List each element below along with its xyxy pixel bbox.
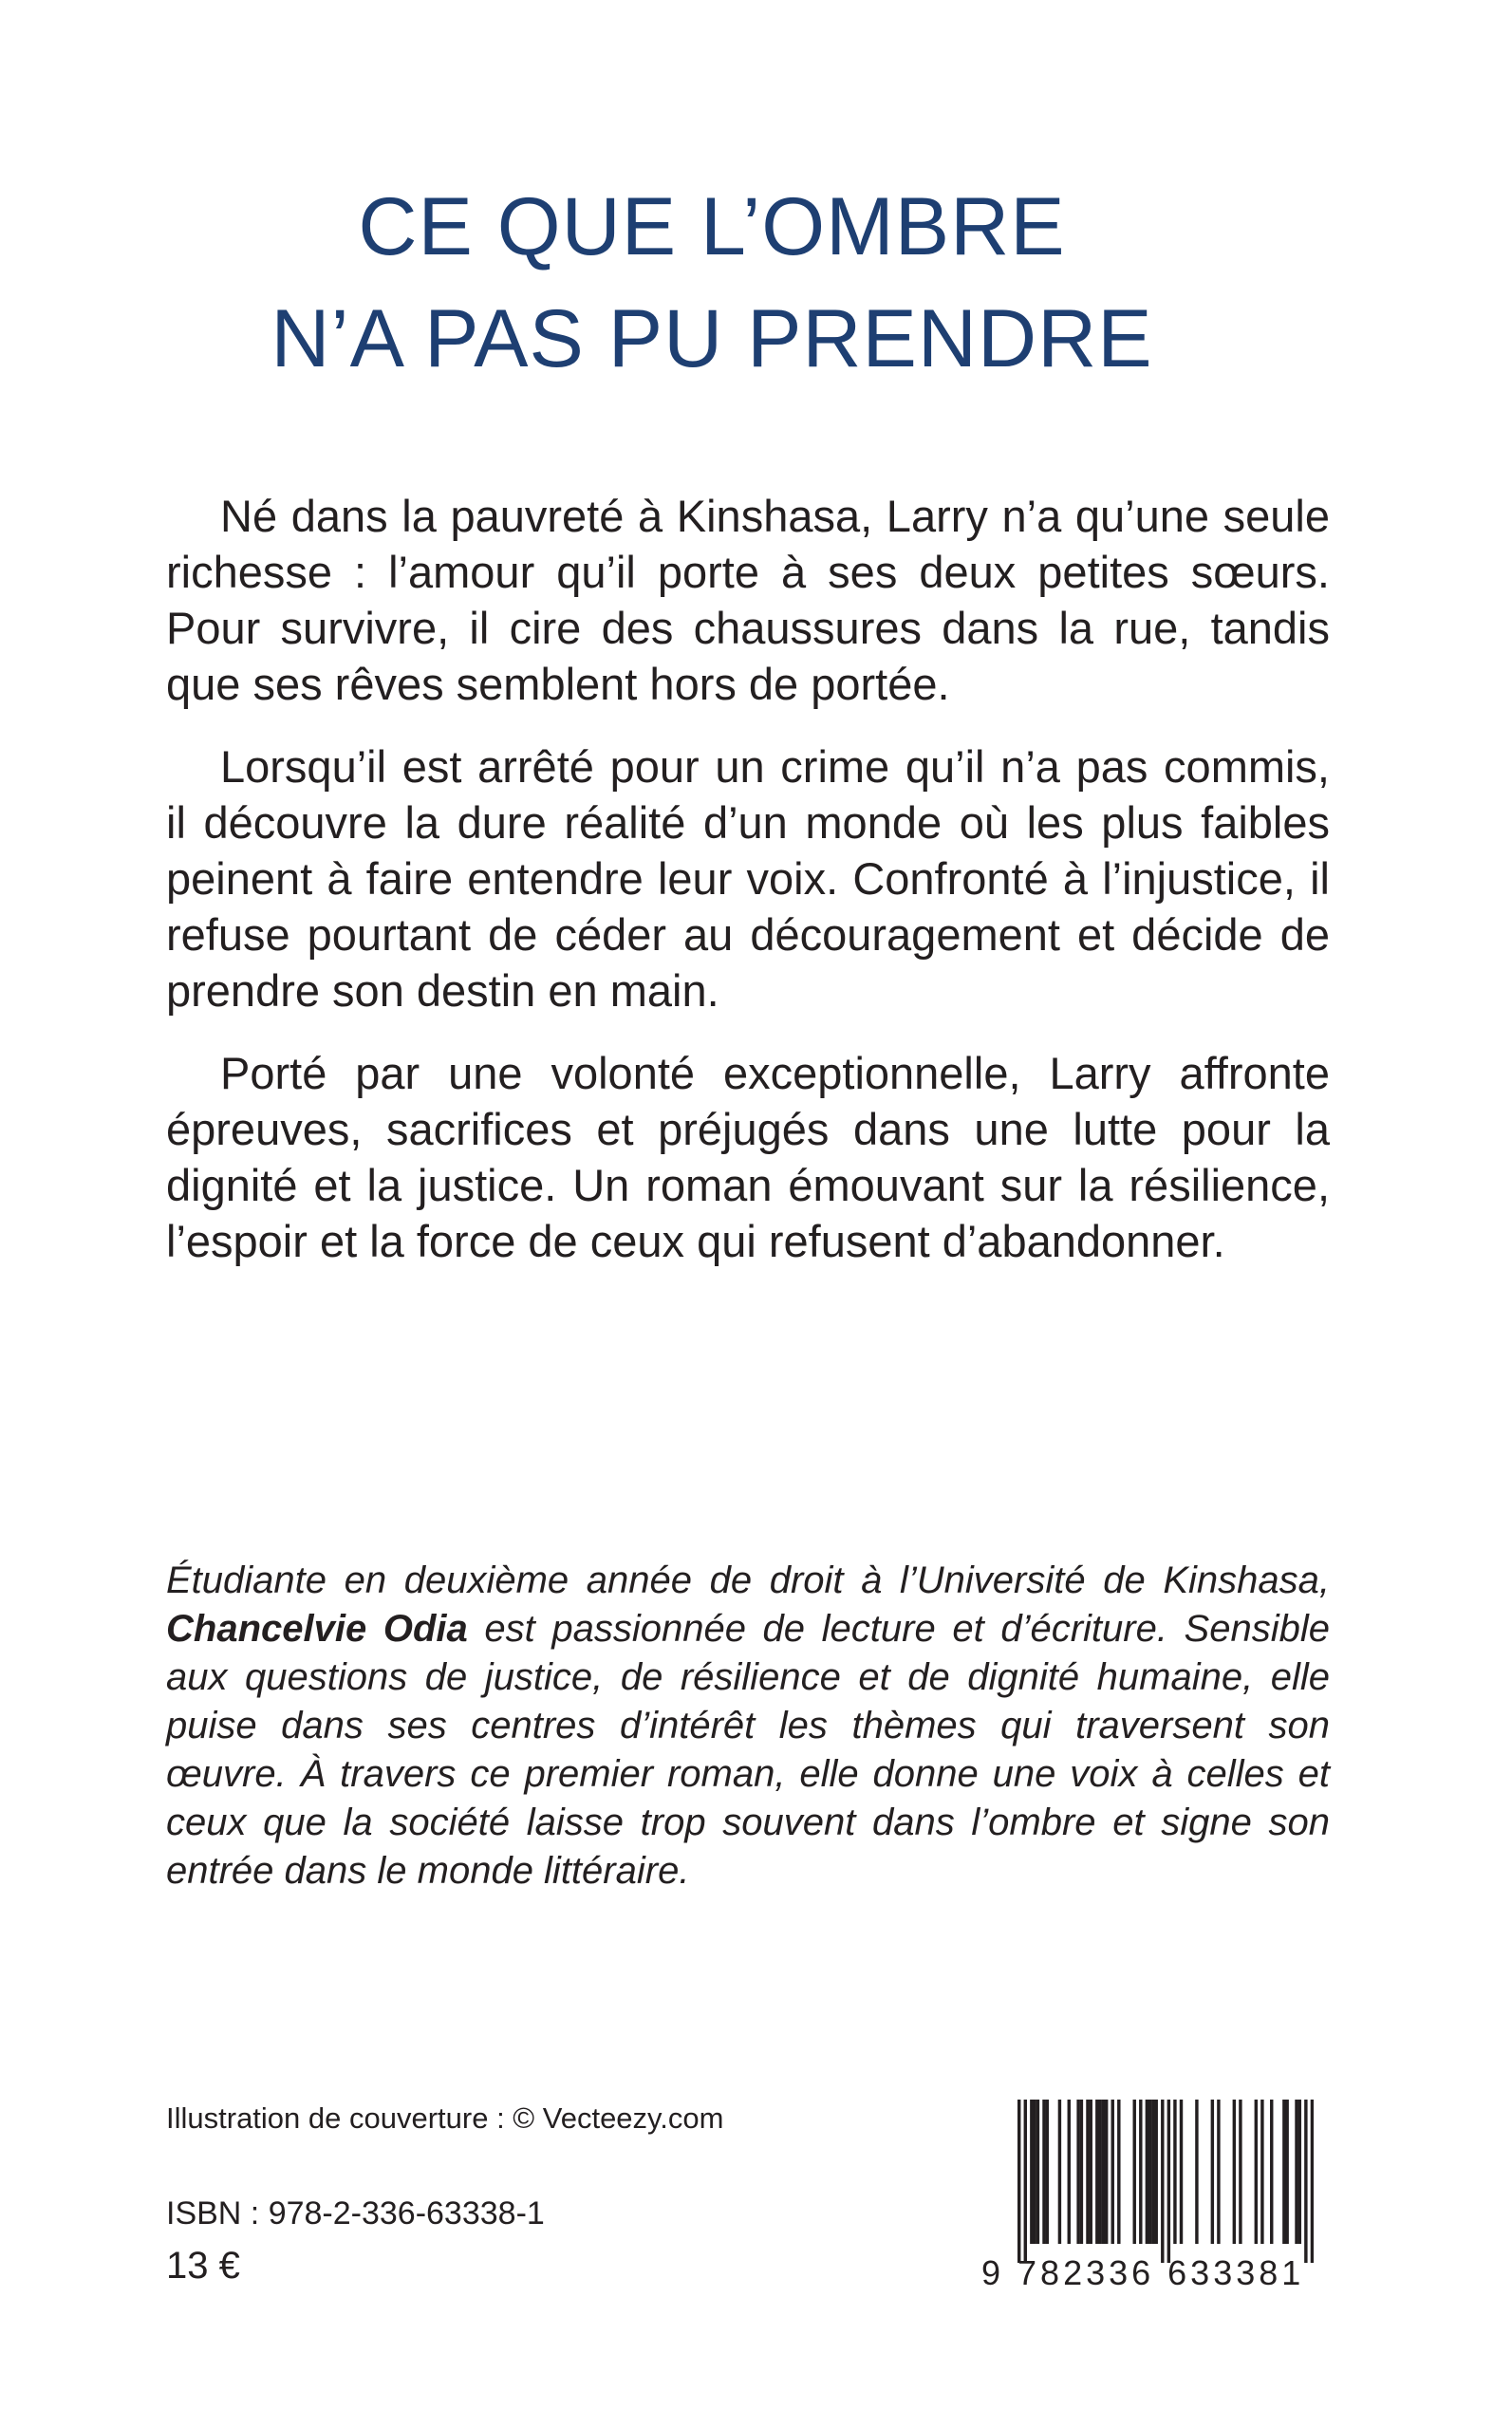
barcode-bar	[1239, 2100, 1241, 2244]
barcode-bar	[1117, 2100, 1120, 2244]
barcode-bar	[1036, 2100, 1039, 2244]
barcode-bar	[1076, 2100, 1079, 2244]
barcode-bar	[1030, 2100, 1033, 2244]
barcode-bar	[1282, 2100, 1285, 2244]
barcode-bar	[1148, 2100, 1151, 2244]
barcode-bar	[1260, 2100, 1263, 2244]
book-title	[0, 171, 1424, 395]
author-bio-intro: Étudiante en deuxième année de droit à l’Université de Kinshasa,	[166, 1559, 1330, 1601]
book-blurb	[166, 488, 1330, 1296]
barcode-bar	[1080, 2100, 1083, 2244]
isbn-number: ISBN : 978-2-336-63338-1	[166, 2195, 545, 2232]
author-name: Chancelvie Odia	[166, 1608, 468, 1650]
author-bio	[166, 1557, 1330, 1895]
barcode-bar	[1095, 2100, 1098, 2244]
barcode-bar	[1139, 2100, 1142, 2244]
barcode-bar	[1155, 2100, 1158, 2244]
barcode-bar	[1046, 2100, 1049, 2244]
barcode-bar	[1270, 2100, 1273, 2244]
blurb-paragraph-1: Né dans la pauvreté à Kinshasa, Larry n’a qu’une seule richesse : l’amour qu’il porte à ses deux petites sœurs. Pour survivre, il cire des chaussures dans la rue, tandis que ses rêves semblent hors de portée.	[166, 491, 1330, 709]
barcode-bar	[1211, 2100, 1214, 2244]
barcode-digits: 9 782336 633381	[981, 2253, 1305, 2292]
barcode-bar	[1042, 2100, 1045, 2244]
illustration-credit: Illustration de couverture : © Vecteezy.com	[166, 2101, 724, 2135]
barcode-bar	[1068, 2100, 1071, 2244]
blurb-paragraph-2: Lorsqu’il est arrêté pour un crime qu’il n’a pas commis, il découvre la dure réalité d’un monde où les plus faibles peinent à faire entendre leur voix. Confronté à l’injustice, il refuse pourtant de céder au découragement et décide de prendre son destin en main.	[166, 741, 1330, 1016]
barcode-bar	[1285, 2100, 1288, 2244]
barcode-bar	[1102, 2100, 1105, 2244]
barcode-bar	[1146, 2100, 1148, 2244]
barcode-bar	[1298, 2100, 1301, 2244]
barcode-bar	[1304, 2100, 1307, 2263]
barcode-bar	[1017, 2100, 1020, 2263]
barcode-bar	[1090, 2100, 1092, 2244]
barcode-bar	[1195, 2100, 1198, 2244]
barcode-bar	[1255, 2100, 1258, 2244]
blurb-paragraph-3: Porté par une volonté exceptionnelle, Larry affronte épreuves, sacrifices et préjugés dans une lutte pour la dignité et la justice. Un roman émouvant sur la résilience, l’espoir et la force de ceux qui refusent d’abandonner.	[166, 1048, 1330, 1266]
book-title-line-2: N’A PAS PU PRENDRE	[271, 293, 1153, 384]
barcode-bar	[1295, 2100, 1297, 2244]
barcode-bar	[1024, 2100, 1027, 2263]
author-bio-rest: est passionnée de lecture et d’écriture. Sensible aux questions de justice, de résilience et de dignité humaine, elle puise dans ses centres d’intérêt les thèmes qui traversent son œuvre. À travers ce premier roman, elle donne une voix à celles et ceux que la société laisse trop souvent dans l’ombre et signe son entrée dans le monde littéraire.	[166, 1608, 1330, 1892]
barcode-bar	[1217, 2100, 1220, 2244]
barcode-bar	[1111, 2100, 1114, 2244]
barcode-bar	[1151, 2100, 1154, 2244]
barcode-bar	[1180, 2100, 1183, 2244]
barcode-bar	[1086, 2100, 1089, 2244]
barcode-bar	[1058, 2100, 1061, 2244]
barcode-bar	[1161, 2100, 1164, 2263]
barcode-bars	[1017, 2100, 1314, 2263]
barcode-bar	[1133, 2100, 1136, 2244]
barcode-bar	[1233, 2100, 1236, 2244]
barcode-bar	[1173, 2100, 1176, 2244]
barcode-bar	[1167, 2100, 1170, 2263]
barcode-bar	[1105, 2100, 1108, 2244]
price-label: 13 €	[166, 2245, 240, 2287]
barcode	[981, 2100, 1319, 2295]
book-title-line-1: CE QUE L’OMBRE	[358, 181, 1066, 272]
barcode-bar	[1098, 2100, 1101, 2244]
barcode-bar	[1311, 2100, 1314, 2263]
barcode-bar	[1033, 2100, 1036, 2244]
